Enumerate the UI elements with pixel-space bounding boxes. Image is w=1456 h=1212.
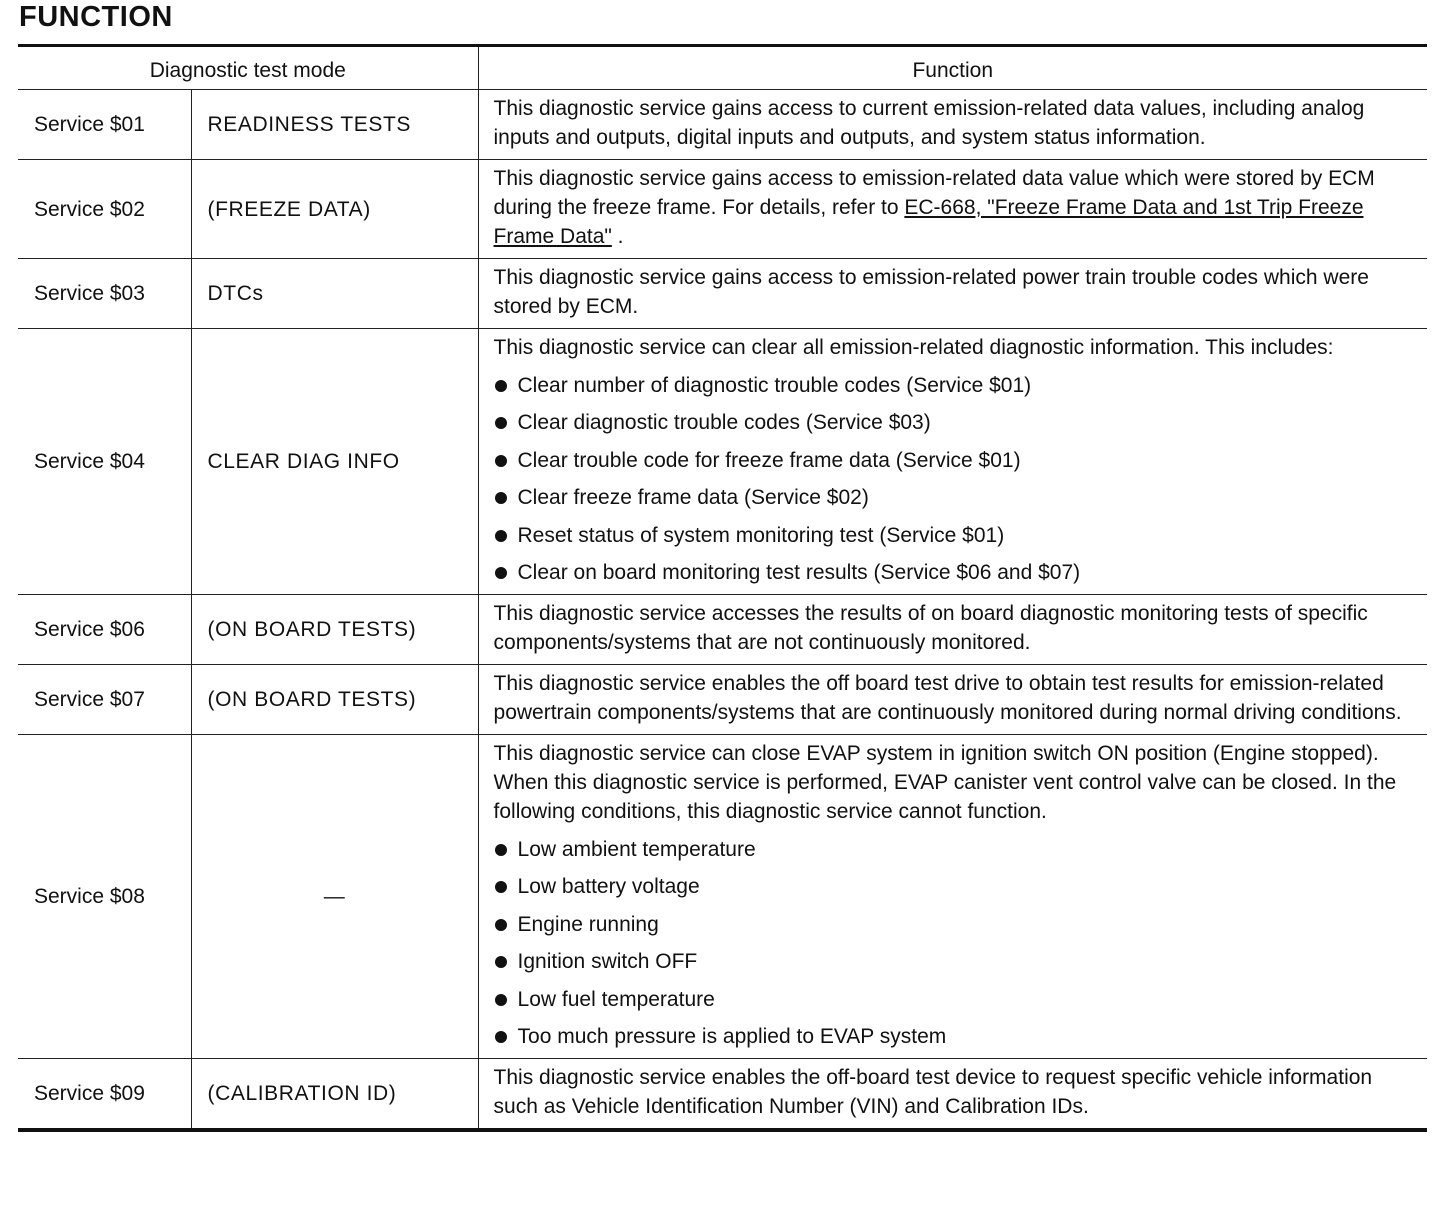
list-item [494, 947, 1420, 976]
list-item [494, 985, 1420, 1014]
list-item [494, 910, 1420, 939]
list-item-text: Ignition switch OFF [517, 950, 698, 973]
test-mode: (ON BOARD TESTS) [191, 595, 478, 665]
description-text: . [611, 225, 624, 248]
bullet-list [494, 835, 1420, 1052]
test-mode: CLEAR DIAG INFO [191, 329, 478, 595]
header-row [18, 46, 1427, 90]
list-item [494, 1022, 1420, 1051]
function-description [478, 90, 1427, 160]
service-id: Service $06 [18, 595, 191, 665]
list-item-text: Clear trouble code for freeze frame data (Service $01) [517, 448, 1021, 472]
test-mode: (FREEZE DATA) [191, 160, 478, 259]
service-id: Service $08 [18, 735, 191, 1059]
service-id: Service $03 [18, 259, 191, 329]
list-item-text: Clear diagnostic trouble codes (Service $03) [517, 411, 931, 434]
bullet-icon [495, 530, 507, 542]
page-title: FUNCTION [19, 1, 173, 33]
list-item-text: Too much pressure is applied to EVAP system [517, 1025, 947, 1048]
table-row [18, 735, 1427, 1059]
list-item-text: Low battery voltage [517, 875, 700, 898]
bullet-icon [495, 844, 507, 856]
bullet-icon [495, 881, 507, 893]
bullet-icon [495, 492, 507, 504]
service-id: Service $01 [18, 90, 191, 160]
list-item [494, 521, 1420, 550]
list-item-text: Low fuel temperature [517, 987, 715, 1011]
description-text: This diagnostic service accesses the results of on board diagnostic monitoring tests of specific components/systems that are not continuously monitored. [493, 602, 1368, 654]
description-text: This diagnostic service gains access to current emission-related data values, including analog inputs and outputs, digital inputs and outputs, and system status information. [493, 97, 1365, 149]
list-item-text: Clear number of diagnostic trouble codes (Service $01) [517, 373, 1032, 397]
function-description [478, 595, 1427, 665]
list-item [494, 483, 1420, 512]
function-description [478, 665, 1427, 735]
bullet-icon [495, 956, 507, 968]
function-table [18, 44, 1427, 1132]
list-item [494, 872, 1420, 901]
function-description [478, 1059, 1427, 1131]
table-row [18, 259, 1427, 329]
list-item-text: Clear freeze frame data (Service $02) [517, 486, 869, 509]
reference-link[interactable]: EC-668, "Freeze Frame Data and 1st Trip Freeze Frame Data" [493, 196, 1364, 248]
description-text: This diagnostic service gains access to emission-related power train trouble codes which were stored by ECM. [493, 266, 1369, 318]
service-id: Service $02 [18, 160, 191, 259]
service-id: Service $04 [18, 329, 191, 595]
bullet-icon [495, 994, 507, 1006]
function-description [478, 735, 1427, 1059]
description-text: This diagnostic service can close EVAP system in ignition switch ON position (Engine stopped). When this diagnostic service is performed, EVAP canister vent control valve can be closed. In the following conditions, this diagnostic service cannot function. [493, 742, 1397, 823]
list-item [494, 408, 1420, 437]
function-description [478, 329, 1427, 595]
header-function: Function [478, 46, 1427, 90]
service-id: Service $07 [18, 665, 191, 735]
table-row [18, 665, 1427, 735]
function-description [478, 160, 1427, 259]
bullet-icon [495, 1031, 507, 1043]
list-item [494, 835, 1420, 864]
list-item [494, 371, 1420, 400]
list-item-text: Clear on board monitoring test results (Service $06 and $07) [517, 561, 1081, 584]
description-text: This diagnostic service enables the off-board test device to request specific vehicle information such as Vehicle Identification Number (VIN) and Calibration IDs. [493, 1066, 1373, 1118]
test-mode: (ON BOARD TESTS) [191, 665, 478, 735]
description-text: This diagnostic service can clear all emission-related diagnostic information. This includes: [493, 336, 1334, 359]
description-text: This diagnostic service gains access to emission-related data value which were stored by ECM during the freeze frame. For details, refer to [493, 167, 1375, 219]
bullet-icon [495, 417, 507, 429]
test-mode: (CALIBRATION ID) [191, 1059, 478, 1131]
test-mode: DTCs [191, 259, 478, 329]
description-text: This diagnostic service enables the off board test drive to obtain test results for emission-related powertrain components/systems that are continuously monitored during normal driving conditions. [493, 672, 1402, 724]
list-item-text: Reset status of system monitoring test (Service $01) [517, 523, 1005, 547]
bullet-list [494, 371, 1420, 588]
list-item [494, 558, 1420, 587]
test-mode: — [191, 735, 478, 1059]
bullet-icon [495, 380, 507, 392]
service-id: Service $09 [18, 1059, 191, 1131]
table-row [18, 160, 1427, 259]
bullet-icon [495, 919, 507, 931]
list-item-text: Engine running [517, 912, 659, 936]
list-item [494, 446, 1420, 475]
table-row [18, 329, 1427, 595]
header-diagnostic-test-mode: Diagnostic test mode [18, 46, 478, 90]
function-description [478, 259, 1427, 329]
bullet-icon [495, 455, 507, 467]
bullet-icon [495, 567, 507, 579]
table-row [18, 1059, 1427, 1131]
test-mode: READINESS TESTS [191, 90, 478, 160]
list-item-text: Low ambient temperature [517, 837, 756, 861]
table-row [18, 90, 1427, 160]
table-row [18, 595, 1427, 665]
